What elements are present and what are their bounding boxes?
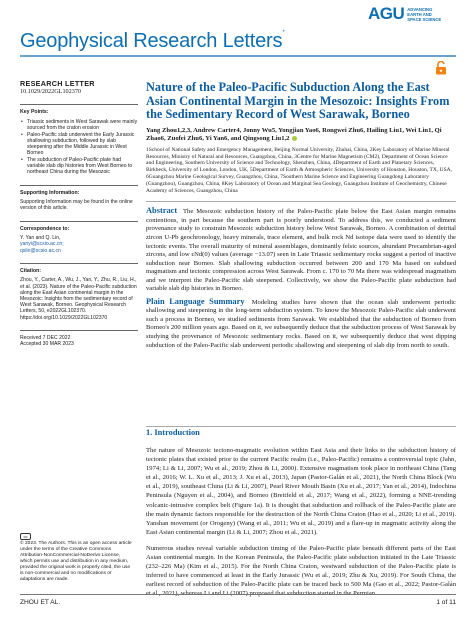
- open-access-lock-icon: [435, 61, 447, 75]
- key-points-list: [20, 119, 138, 176]
- divider: [20, 104, 138, 105]
- article-title: Nature of the Paleo-Pacific Subduction Along the East Asian Continental Margin in the Mesozoic: Insights From the Sedimentary Record of West Sarawak, Borneo: [146, 80, 450, 122]
- pls-text: Modeling studies have shown that the ocean slab underwent periodic shallowing and steepening in the long-term subduction system. To know the Mesozoic Paleo-Pacific slab underwent such a process in Borneo, we studied sediments from Sarawak. We established that the subduction of Borneo from Borneo's 200 million years ago. Based on it, we subsequently deduce that the subduction process of West Sarawak by studying the provenance of Mesozoic sedimentary rocks. Based on it, we subsequently deduce that west dipping subduction of the Paleo-Pacific slab underwent periodic shallowing and steepening of slab dip from north to south.: [146, 298, 457, 349]
- license-text: © 2023. The Authors. This is an open access article under the terms of the Creative Commons Attribution-NonCommercial-NoDerivs License, which permits use and distribution in any medium, provided the original work is properly cited, the use is non-commercial and no modifications or adaptations are made.: [20, 541, 132, 582]
- journal-title-mark: *: [282, 30, 285, 36]
- introduction-body: [146, 446, 456, 599]
- divider: [20, 185, 138, 186]
- author-list: [146, 127, 456, 144]
- license-block: [20, 533, 132, 583]
- agu-tagline-line: EARTH AND: [407, 11, 432, 17]
- journal-title-text: Geophysical Research Letters: [20, 30, 283, 52]
- header-rule: [0, 55, 474, 77]
- abstract-text: The Mesozoic subduction history of the Paleo-Pacific plate below the East Asian margin remains contentious, in part because the southern part is poorly understood. To address this, we conducted a sediment provenance study to constrain Mesozoic subduction history below West Sarawak, Borneo. A combination of detrital zircon U-Pb geochronology, heavy minerals, trace element, and bulk rock Nd isotope data were used to identify the tectonic events. The overall maturity of mineral assemblages, dominantly felsic sources, abundant Precambrian-aged zircons, and low εNd(0) values (average −13.07) seen in Late Triassic sedimentary rocks suggest a period of inactive subduction near Borneo. Slab shallowing subduction occurred between 200 and 170 Ma based on subdued magmatism and tectonic compression across West Sarawak. From c. 170 to 70 Ma there was widespread magmatism and we interpret the Paleo-Pacific slab steepened. Collectively, we show the Paleo-Pacific plate subduction had variable slab dip histories in Borneo.: [146, 208, 457, 293]
- plain-language-summary: [146, 298, 456, 350]
- sidebar: [20, 81, 138, 347]
- citation-text: Zhou, Y., Carter, A., Wu, J., Yan, Y., Zhu, R., Liu, H., et al. (2023). Nature of the Paleo-Pacific subduction along the East Asian continental margin in the Mesozoic: Insights from the sedimentary record of West Sarawak, Borneo. Geophysical Research Letters, 50, e2022GL102370. https://doi.org/10.1029/2022GL102370: [20, 277, 137, 321]
- divider: [20, 263, 138, 264]
- section-heading-introduction: 1. Introduction: [146, 428, 200, 437]
- correspondence-heading: Correspondence to:: [20, 225, 70, 232]
- agu-tagline-line: ADVANCING: [407, 6, 433, 12]
- running-author: ZHOU ET AL.: [20, 599, 61, 606]
- article-header: [146, 81, 456, 350]
- pls-heading: Plain Language Summary: [146, 296, 245, 306]
- key-point: • Triassic sediments in West Sarawak were mainly sourced from the craton erosion: [20, 119, 138, 131]
- article-type-label: RESEARCH LETTER: [20, 79, 95, 88]
- paragraph: The nature of Mesozoic tectono-magmatic evolution within East Asia and their links to the subduction history of tectonic plates that existed prior to the current Pacific realm (i.e., Paleo-Pacific) remains a controversial topic (Jahn, 1974; Li & Li, 2007; Wu et al., 2019; Zhou & Li, 2000). Extensive magmatism took place in northeast China (Tang et al., 2016; W. L. Xu et al., 2013; J. Xu et al., 2013), Japan (Pastor-Galán et al., 2021), the North China Block (Wu et al., 2019), southeast China (Li & Li, 2007), Pearl River Mouth Basin (Xu et al., 2017; Yan et al., 2014), Indochina Peninsula (Nguyen et al., 2004), and Borneo (Breitfeld et al., 2017; Wang et al., 2022), forming a NNE-trending volcanic-intrusive complex belt (Figure 1a). It is thought that subduction and rollback of the Paleo-Pacific plate are the main dynamic factors responsible for the destruction of the North China Craton (Hao et al., 2020; Li et al., 2019). Yanshan movement (or Orogeny) (Wang et al., 2011; Wu et al., 2019) and a flare-up in magmatic activity along the East Asian continental margin (Li & Li, 2007; Zhou et al., 2021).: [146, 447, 456, 536]
- key-points-heading: Key Points:: [20, 109, 49, 116]
- affiliations: 1School of National Safety and Emergency Management, Beijing Normal University, Zhuhai, China, 2Key Laboratory of Marine Mineral Resources, Ministry of Natural and Resources, Guangzhou, China, 3Centre for Marine Magnetism (CM2), Department of Ocean Science and Engineering, Southern University of Science and Technology, Shenzhen, China, 4Department of Earth and Planetary Sciences, Birkbeck, University of London, London, UK, 5Department of Earth & Atmospheric Sciences, University of Houston, Houston, TX, USA, 6Guangzhou Marine Geological Survey, Guangzhou, China, 7Southern Marine Science and Engineering Guangdong Laboratory (Guangzhou), Guangzhou, China, 8Key Laboratory of Ocean and Marginal Sea Geology, Guangzhou Institute of Geochemistry, Chinese Academy of Sciences, Guangzhou, China: [146, 146, 453, 194]
- abstract: [146, 201, 456, 293]
- accepted-date: Accepted 30 MAR 2023: [20, 341, 74, 348]
- journal-title[interactable]: [20, 30, 284, 53]
- page-number: 1 of 11: [436, 599, 456, 606]
- agu-tagline-line: SPACE SCIENCE: [407, 16, 442, 22]
- author-names: Yang Zhou1,2,3, Andrew Carter4, Jonny Wu5, Yongjian Yao6, Rongwei Zhu6, Hailing Liu1, Wei Lin1, Qi Zhao6, Zuofei Zhu6, Yi Yan6, and Qingsong Liu1,2: [146, 126, 442, 143]
- correspondence-email-link[interactable]: yanyi@scsio.ac.cn;: [20, 241, 64, 248]
- paragraph: Numerous studies reveal variable subduction timing of the Paleo-Pacific plate beneath different parts of the East Asian continental margin. In the Korean Peninsula, the Paleo-Pacific plate subduction initiated in the Late Triassic (232–226 Ma) (Kim et al., 2015). For the North China Craton, westward subduction of the Paleo-Pacific plate is inferred to have commenced at least in the Early Jurassic (Wu et al., 2019; Zhu & Xu, 2019). For South China, the earliest record of subduction of the Paleo-Pacific plate can be traced back to 500 Ma (Gao et al., 2022; Pastor-Galán et al., 2021), whereas Li and Li (2007) proposed that subduction started in the Permian.: [146, 544, 456, 598]
- received-date: Received 7 DEC 2022: [20, 334, 71, 341]
- key-point: • The subduction of Paleo-Pacific plate had variable slab dip histories from West Borneo to northeast China during the Mesozoic: [20, 157, 138, 176]
- key-point: • Paleo-Pacific slab underwent the Early Jurassic shallowing subduction, followed by slab steepening after the Middle Jurassic in West Borneo: [20, 132, 138, 157]
- citation-heading: Citation:: [20, 267, 42, 274]
- supporting-info-text: Supporting Information may be found in the online version of this article.: [20, 199, 133, 212]
- doi[interactable]: 10.1029/2022GL102370: [20, 87, 82, 95]
- agu-logo: [368, 4, 472, 24]
- divider: [20, 221, 138, 222]
- correspondence-name: Y. Yan and Q. Lin,: [20, 235, 61, 242]
- section-divider: [146, 426, 456, 427]
- divider: [20, 330, 138, 331]
- footer-rule: [20, 594, 456, 595]
- agu-tagline: [407, 7, 441, 22]
- supporting-info-heading: Supporting Information:: [20, 189, 80, 196]
- agu-mark: AGU: [368, 4, 405, 23]
- correspondence-email-link[interactable]: qslin@scsio.ac.cn: [20, 247, 61, 254]
- abstract-heading: Abstract: [146, 206, 178, 216]
- orcid-icon[interactable]: [292, 136, 297, 141]
- creative-commons-icon: cc: [20, 533, 31, 540]
